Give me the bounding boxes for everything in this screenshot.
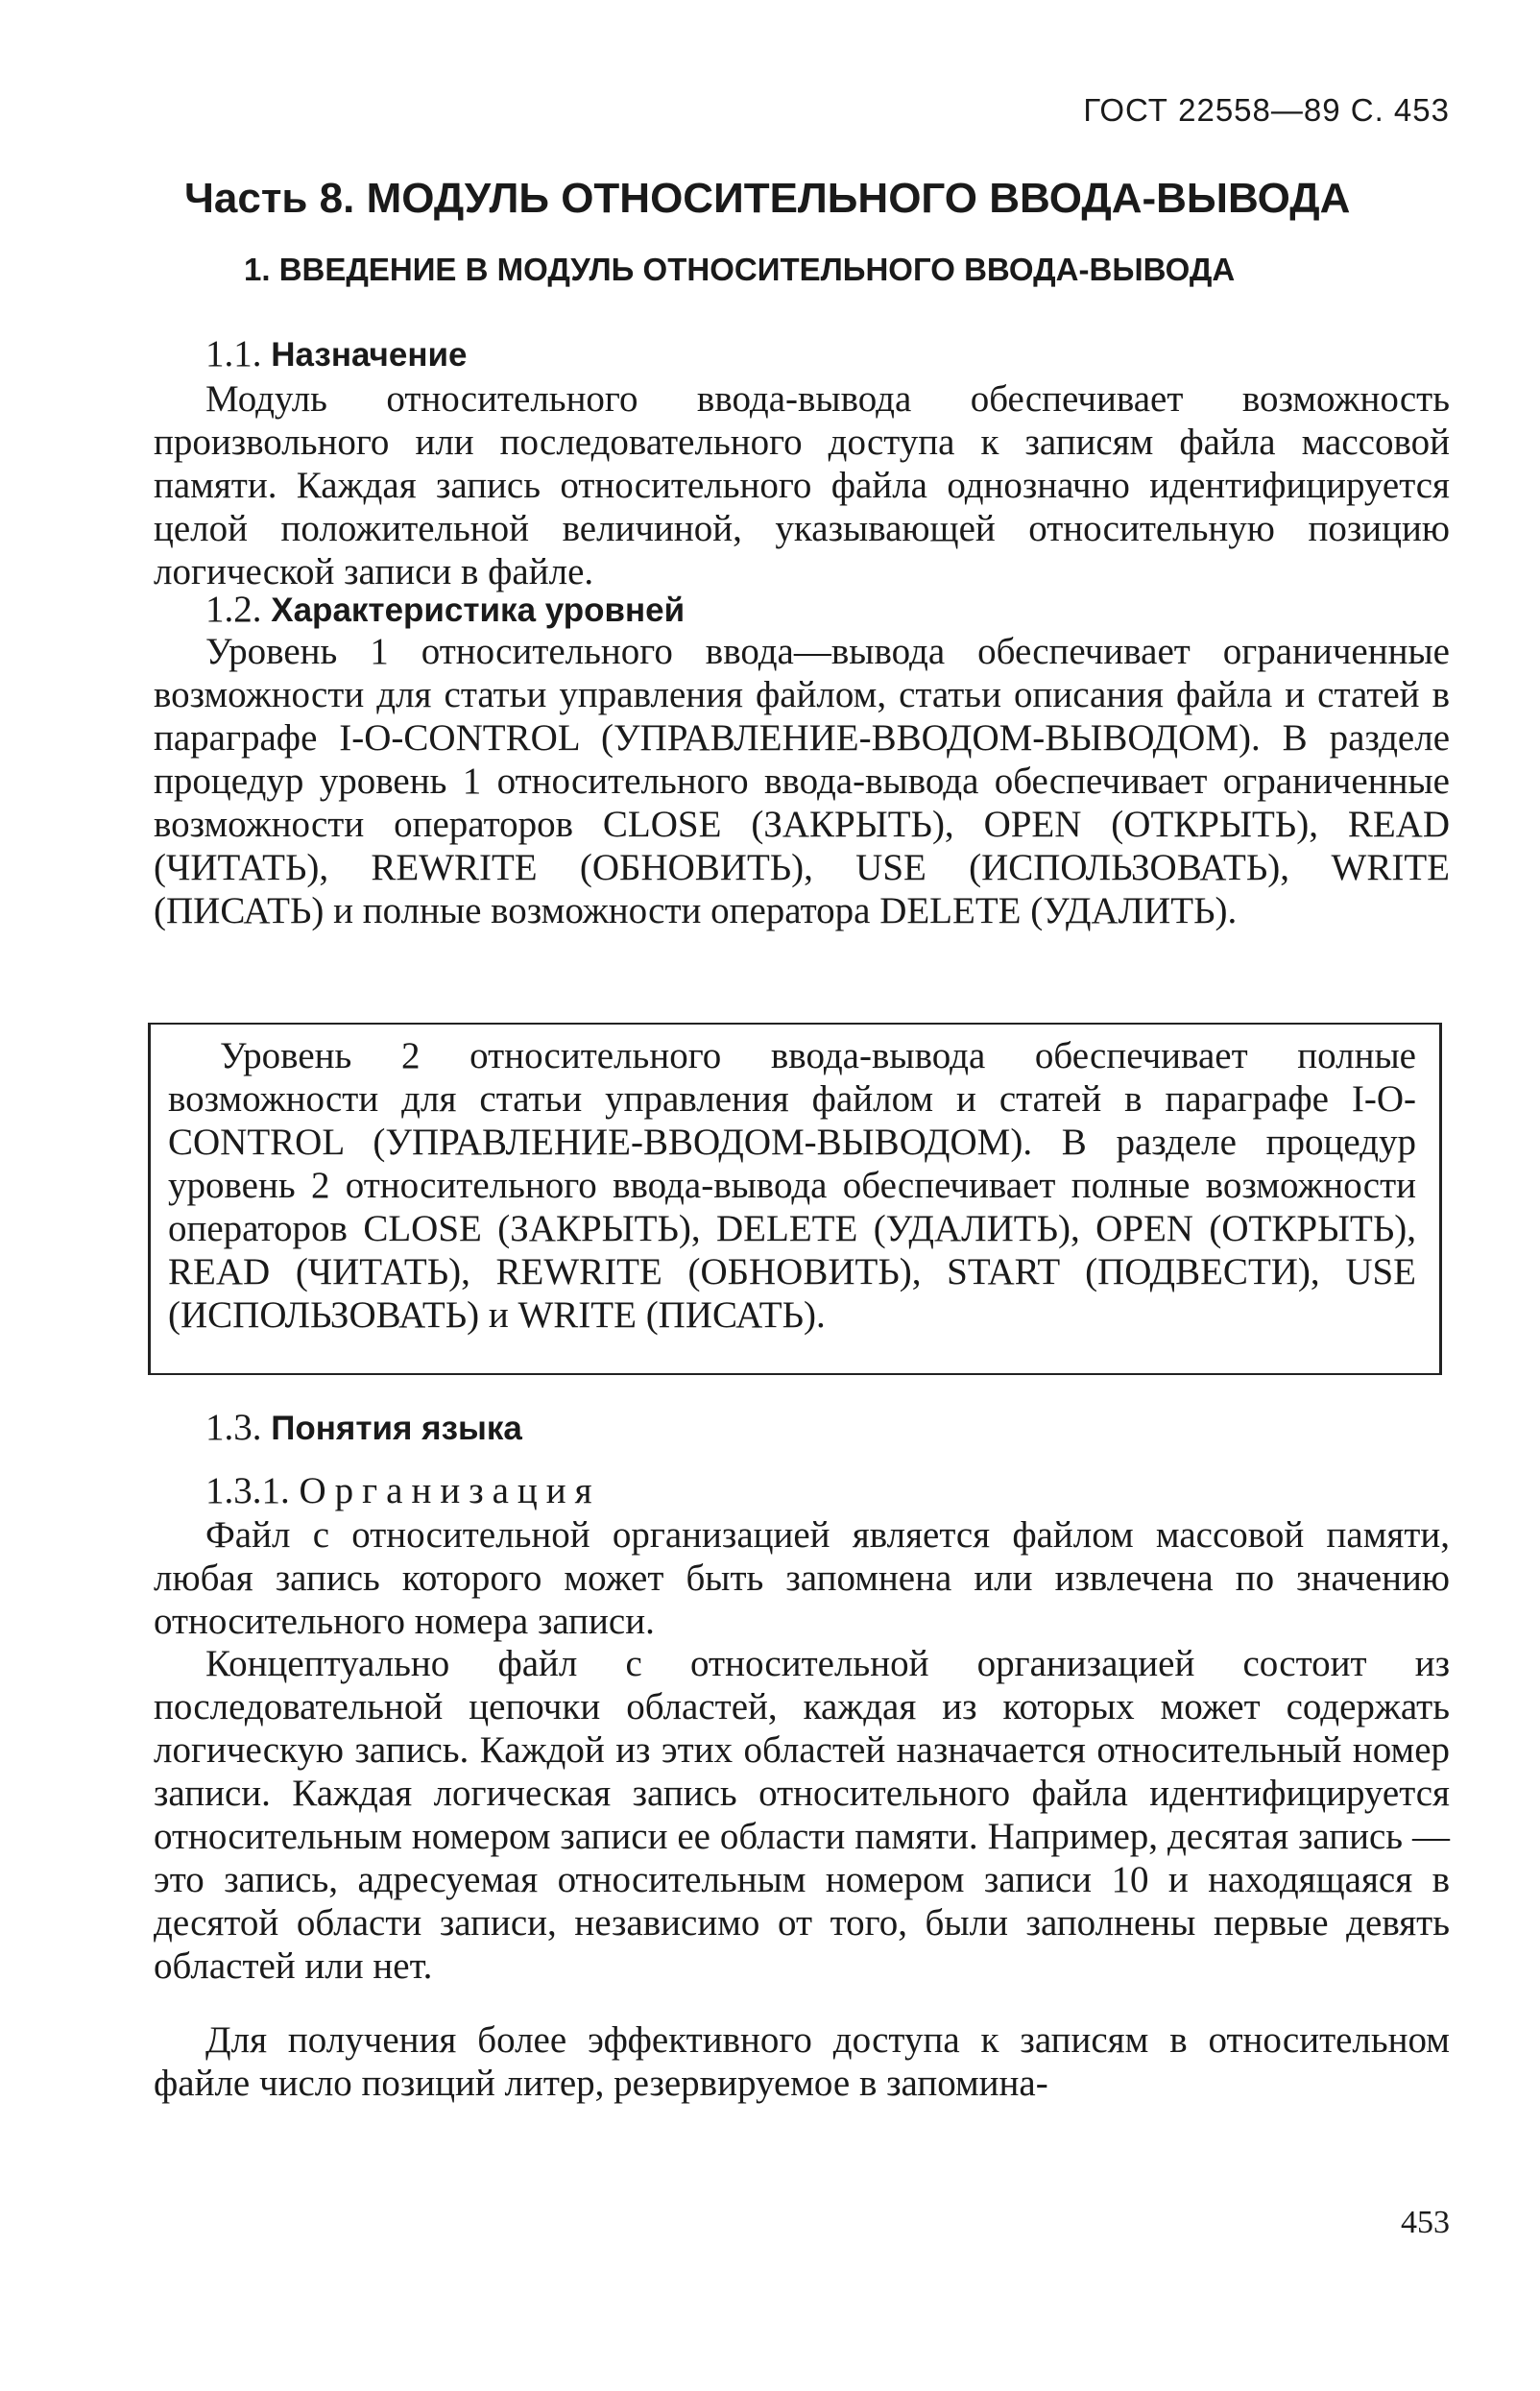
- paragraph-purpose: Модуль относительного ввода-вывода обеспечивает возможность произвольного или последовательного доступа к записям файла массовой памяти. Каждая запись относительного файла однозначно идентифицируется целой положительной величиной, указывающей относительную позицию логической записи в файле.: [154, 378, 1450, 592]
- subsection-number: 1.1.: [205, 333, 262, 374]
- paragraph-organization-2: Концептуально файл с относительной организацией состоит из последовательной цепочки областей, каждая из которых может содержать логическую запись. Каждой из этих областей назначается относительный номер записи. Каждая логическая запись относительного файла идентифицируется относительным номером записи ее области памяти. Например, десятая запись — это запись, адресуемая относительным номером записи 10 и находящаяся в десятой области записи, независимо от того, были заполнены первые девять областей или нет.: [154, 1643, 1450, 1987]
- subsection-number: 1.3.: [205, 1407, 262, 1448]
- running-head: ГОСТ 22558—89 С. 453: [1083, 92, 1450, 128]
- subsection-heading-1-3-1: [205, 1469, 601, 1512]
- subsection-number: 1.3.1.: [205, 1470, 290, 1511]
- subsection-heading-1-1: [205, 332, 467, 375]
- paragraph-level-1: Уровень 1 относительного ввода—вывода обеспечивает ограниченные возможности для статьи управления файлом, статьи описания файла и статей в параграфе I-O-CONTROL (УПРАВЛЕНИЕ-ВВОДОМ-ВЫВОДОМ). В разделе процедур уровень 1 относительного ввода-вывода обеспечивает ограниченные возможности операторов CLOSE (ЗАКРЫТЬ), OPEN (ОТКРЫТЬ), READ (ЧИТАТЬ), REWRITE (ОБНОВИТЬ), USE (ИСПОЛЬЗОВАТЬ), WRITE (ПИСАТЬ) и полные возможности оператора DELETE (УДАЛИТЬ).: [154, 631, 1450, 931]
- part-number: Часть 8.: [184, 175, 355, 222]
- paragraph-level-2: Уровень 2 относительного ввода-вывода обеспечивает полные возможности для статьи управления файлом и статей в параграфе I-O-CONTROL (УПРАВЛЕНИЕ-ВВОДОМ-ВЫВОДОМ). В разделе процедур уровень 2 относительного ввода-вывода обеспечивает полные возможности операторов CLOSE (ЗАКРЫТЬ), DELETE (УДАЛИТЬ), OPEN (ОТКРЫТЬ), READ (ЧИТАТЬ), REWRITE (ОБНОВИТЬ), START (ПОДВЕСТИ), USE (ИСПОЛЬЗОВАТЬ) и WRITE (ПИСАТЬ).: [168, 1035, 1416, 1336]
- section-title: 1. ВВЕДЕНИЕ В МОДУЛЬ ОТНОСИТЕЛЬНОГО ВВОДА-ВЫВОДА: [244, 252, 1236, 287]
- subsection-title: Характеристика уровней: [271, 592, 686, 629]
- subsection-title: Назначение: [271, 336, 468, 374]
- subsection-number: 1.2.: [205, 589, 262, 630]
- document-page: [154, 0, 1450, 2391]
- part-title: [184, 175, 1432, 223]
- level-2-framed-block: [148, 1023, 1442, 1375]
- paragraph-organization-1: Файл с относительной организацией является файлом массовой памяти, любая запись которого может быть запомнена или извлечена по значению относительного номера записи.: [154, 1514, 1450, 1642]
- paragraph-organization-3: Для получения более эффективного доступа к записям в относительном файле число позиций литер, резервируемое в запомина-: [154, 2019, 1450, 2104]
- subsection-heading-1-2: [205, 588, 685, 631]
- subsection-heading-1-3: [205, 1406, 522, 1449]
- part-name: МОДУЛЬ ОТНОСИТЕЛЬНОГО ВВОДА-ВЫВОДА: [366, 175, 1351, 222]
- subsection-title: Понятия языка: [271, 1410, 522, 1447]
- subsection-title: Организация: [299, 1470, 601, 1511]
- page-number: 453: [1401, 2205, 1450, 2240]
